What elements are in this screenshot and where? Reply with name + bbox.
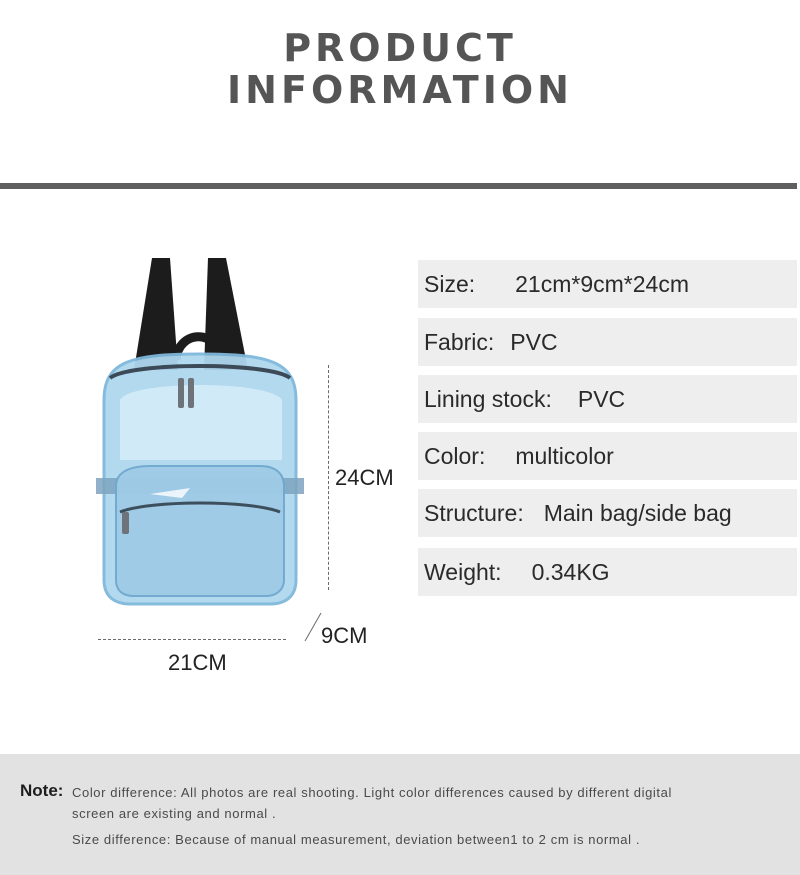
height-dimension-line	[328, 365, 329, 590]
depth-dimension-line	[303, 612, 323, 642]
page-title-line-1: PRODUCT	[283, 26, 517, 70]
note-color-difference-cont: screen are existing and normal .	[72, 806, 277, 821]
clear-window	[120, 385, 282, 460]
page-title-line-2: INFORMATION	[227, 68, 573, 112]
zip-pull-2	[188, 378, 194, 408]
spec-value-size: 21cm*9cm*24cm	[515, 270, 689, 297]
section-divider	[0, 183, 797, 189]
spec-row-size	[418, 260, 797, 308]
spec-value-structure: Main bag/side bag	[543, 499, 732, 526]
depth-label: 9CM	[321, 623, 368, 648]
width-label: 21CM	[168, 650, 227, 675]
note-color-difference: Color difference: All photos are real shooting. Light color differences caused by different digital	[72, 785, 672, 800]
spec-row-color	[418, 432, 797, 480]
note-label: Note:	[20, 781, 64, 800]
front-pocket	[116, 466, 284, 596]
left-strap	[134, 258, 178, 370]
spec-value-weight: 0.34KG	[531, 558, 610, 585]
spec-row-weight	[418, 548, 797, 596]
width-dimension-line	[98, 639, 286, 640]
spec-row-structure	[418, 489, 797, 537]
spec-row-lining	[418, 375, 797, 423]
spec-value-fabric: PVC	[510, 328, 558, 355]
zip-pull-1	[178, 378, 184, 408]
spec-label-fabric: Fabric:	[424, 328, 495, 355]
spec-label-size: Size:	[424, 270, 476, 297]
spec-label-structure: Structure:	[424, 499, 524, 526]
height-label: 24CM	[335, 465, 394, 490]
product-image	[90, 250, 310, 620]
spec-label-lining: Lining stock:	[424, 385, 552, 412]
spec-label-weight: Weight:	[424, 558, 502, 585]
spec-row-fabric	[418, 318, 797, 366]
pocket-zip-pull	[122, 512, 129, 534]
note-size-difference: Size difference: Because of manual measurement, deviation between1 to 2 cm is normal .	[72, 832, 641, 847]
backpack-illustration	[90, 250, 310, 620]
spec-label-color: Color:	[424, 442, 486, 469]
spec-value-color: multicolor	[515, 442, 614, 469]
spec-value-lining: PVC	[577, 385, 626, 412]
